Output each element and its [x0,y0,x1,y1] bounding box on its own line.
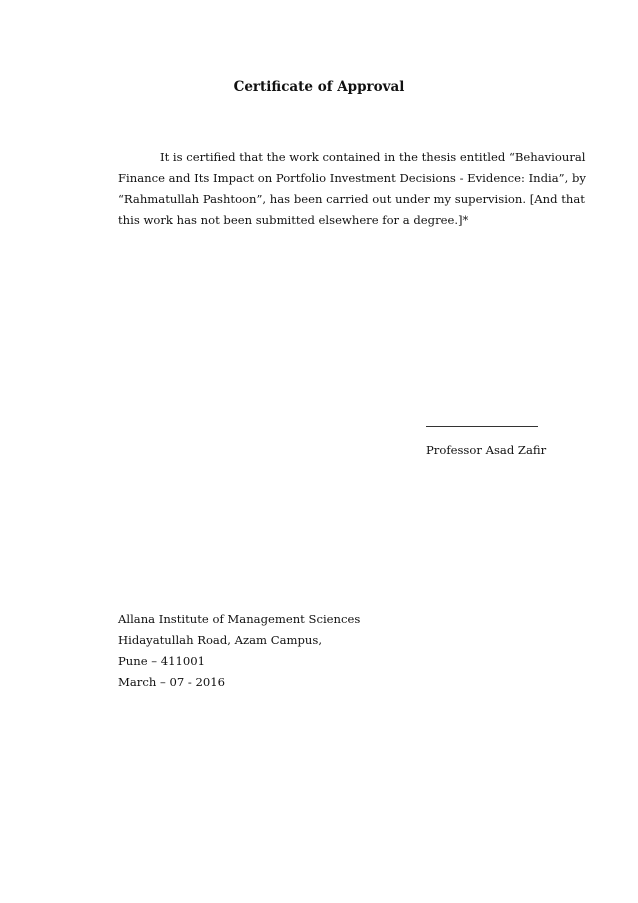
paragraph-line: this work has not been submitted elsewhere for a degree.]* [118,213,469,227]
street-address: Hidayatullah Road, Azam Campus, [118,633,323,647]
paragraph-line: “Rahmatullah Pashtoon”, has been carried out under my supervision. [And that [118,192,585,206]
paragraph-line: Finance and Its Impact on Portfolio Investment Decisions - Evidence: India”, by [118,171,586,185]
paragraph-line: It is certified that the work contained in the thesis entitled “Behavioural [160,150,586,164]
date: March – 07 - 2016 [118,675,225,689]
signature-line [426,426,538,427]
city-postcode: Pune – 411001 [118,654,206,668]
signatory-name: Professor Asad Zafir [426,443,547,457]
page-title: Certificate of Approval [233,79,405,95]
institution-name: Allana Institute of Management Sciences [118,612,361,626]
